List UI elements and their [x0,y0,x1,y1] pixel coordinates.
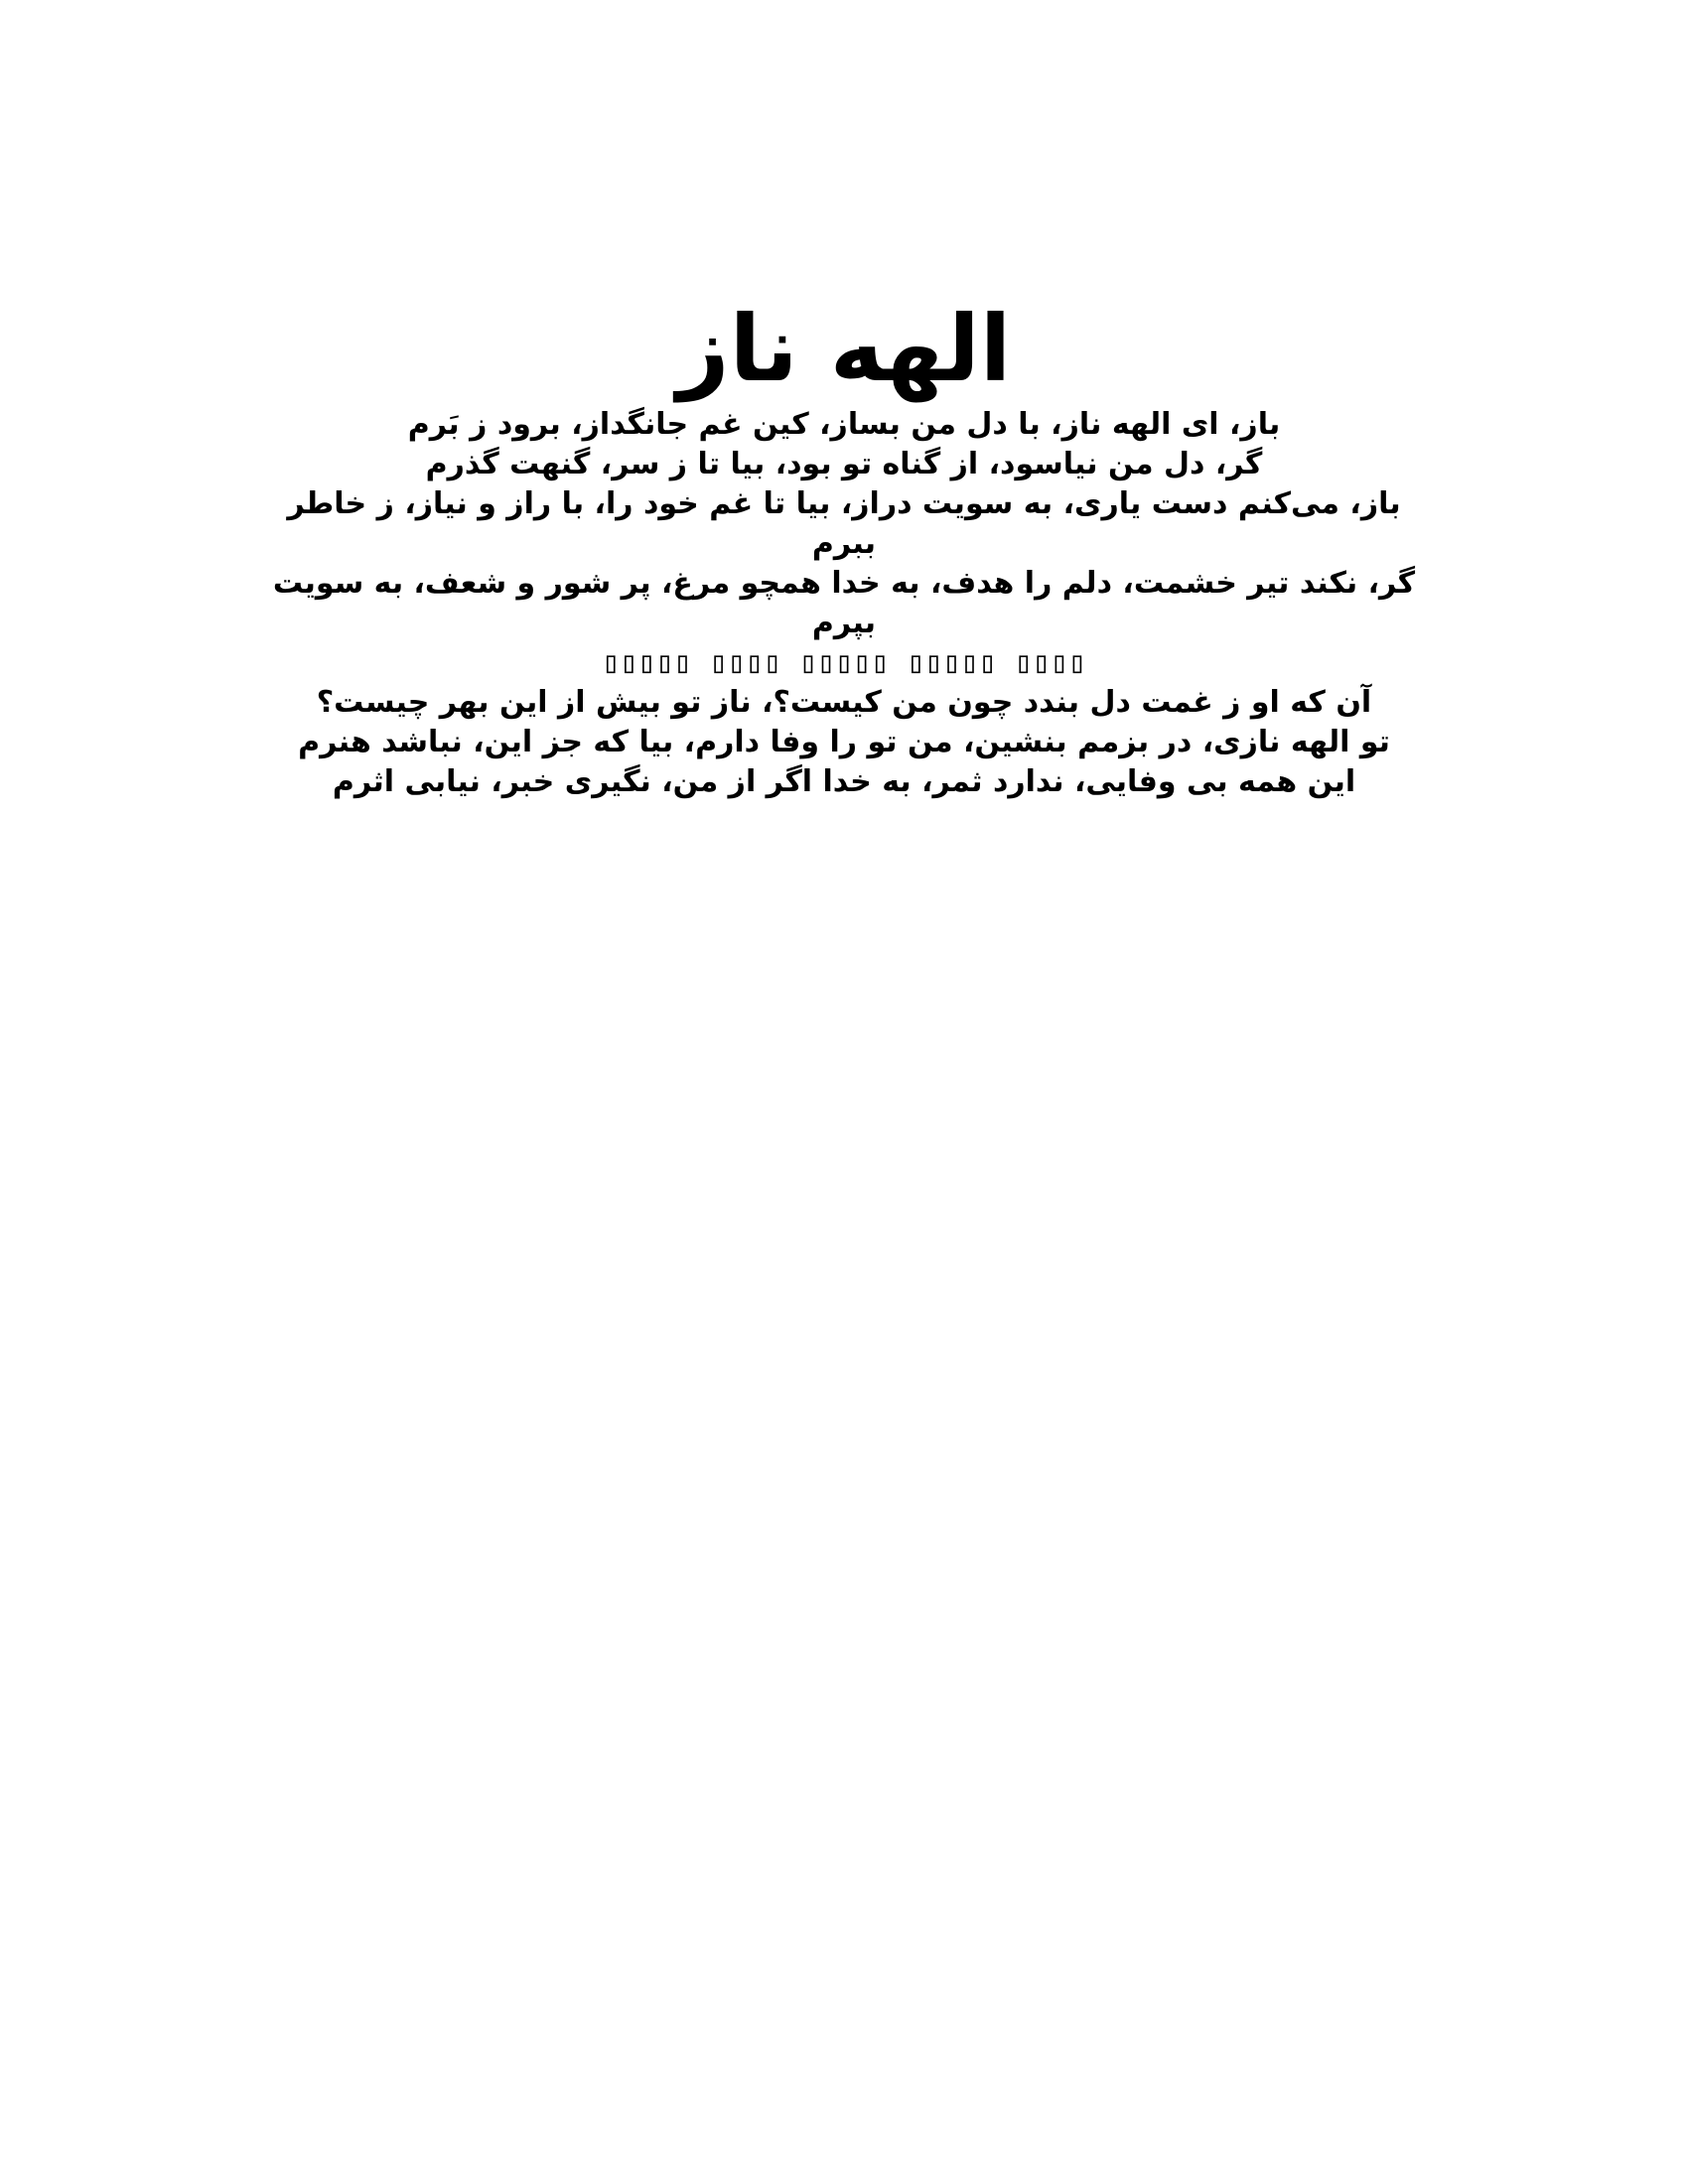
poem-block [258,294,1430,802]
poem-line: گر، دل من نیاسود، از گناه تو بود، بیا تا ز سر، گنهت گذرم [425,447,1263,481]
poem-line: باز، ای الهه ناز، با دل من بساز، کین غم جانگداز، برود ز بَرم [407,407,1281,442]
missing-glyph-line: ▯▯▯▯▯ ▯▯▯▯ ▯▯▯▯▯ ▯▯▯▯▯ ▯▯▯▯ [602,645,1086,680]
poem-line: آن که او ز غمت دل بندد چون من کیست؟، ناز تو بیش از این بهر چیست؟ [316,685,1372,720]
poem-line: باز، می‌کنم دست یاری، به سویت دراز، بیا تا غم خود را، با راز و نیاز، ز خاطر ببرم [287,486,1401,561]
poem-line: تو الهه نازی، در بزمم بنشین، من تو را وفا دارم، بیا که جز این، نباشد هنرم [298,725,1390,759]
poem-line: گر، نکند تیر خشمت، دلم را هدف، به خدا همچو مرغ، پر شور و شعف، به سویت بپرم [272,566,1416,640]
poem-line: این همه بی وفایی، ندارد ثمر، به خدا اگر از من، نگیری خبر، نیابی اثرم [332,764,1356,799]
poem-title: الهه ناز [676,296,1012,402]
